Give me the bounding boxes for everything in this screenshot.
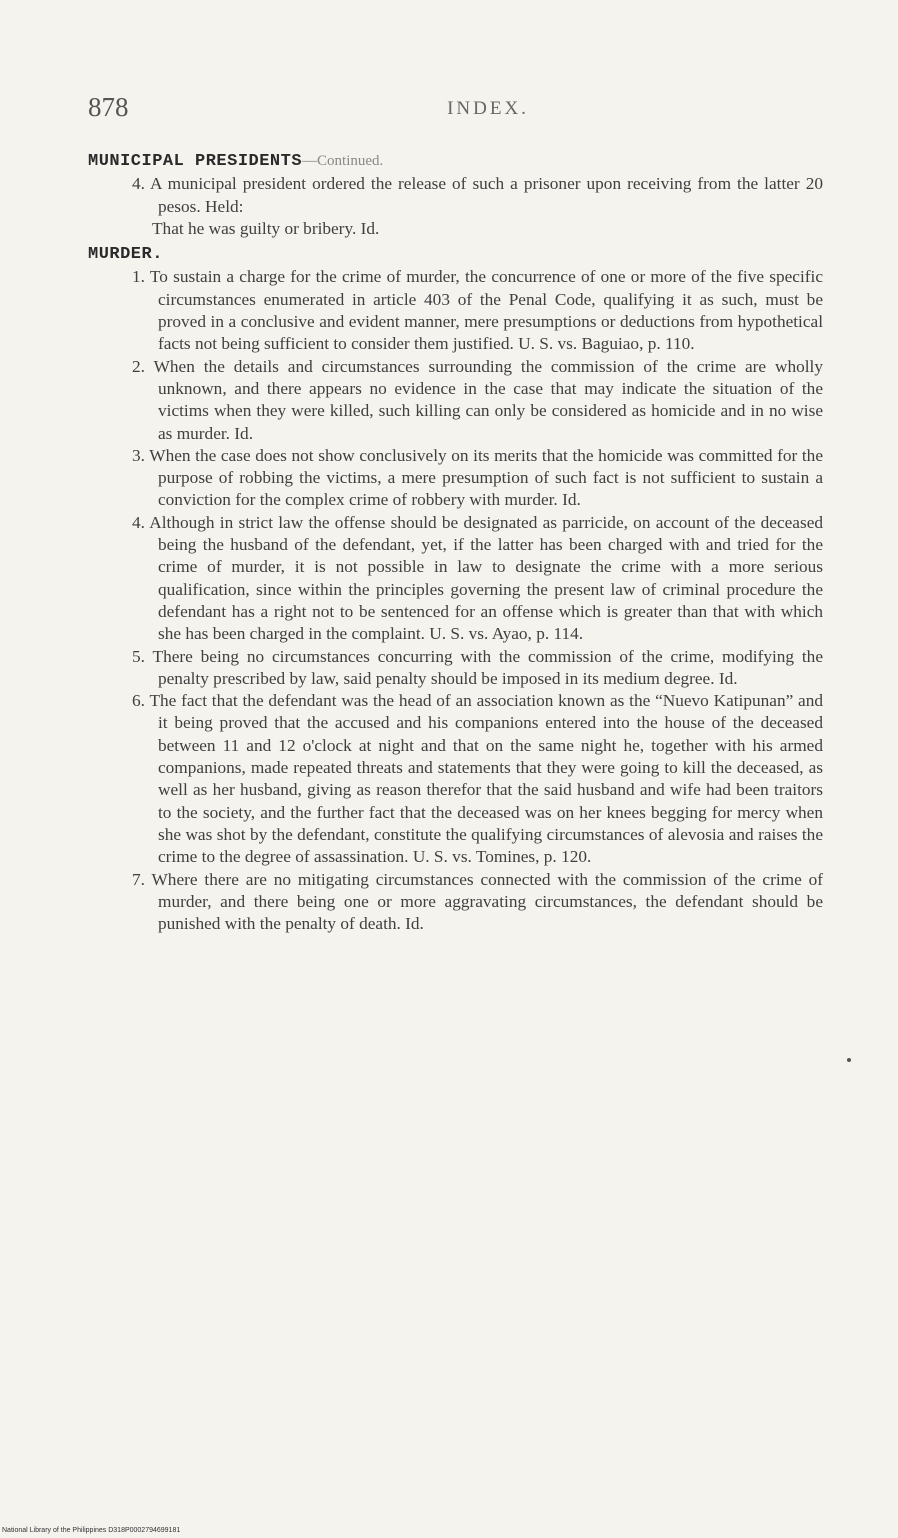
entry-text: A municipal president ordered the release of such a prisoner upon receiving from the latter 20 pesos. Held:	[150, 174, 823, 216]
entry-number: 5.	[132, 646, 145, 666]
entry-number: 7.	[132, 869, 145, 889]
entry-number: 3.	[132, 445, 145, 465]
entry-text: Although in strict law the offense should be designated as parricide, on account of the deceased being the husband of the defendant, yet, if the latter has been charged with and tried for the crime of murder, it is not possible in law to designate the crime with a more serious qualification, since within the principles governing the present law of criminal procedure the defendant has a right not to be sentenced for an offense which is greater than that with which she has been charged in the complaint. U. S. vs. Ayao, p. 114.	[149, 512, 824, 644]
entry-text: When the case does not show conclusively on its merits that the homicide was committed for the purpose of robbing the victims, a mere presumption of such fact is not sufficient to sustain a conviction for the complex crime of robbery with murder. Id.	[149, 445, 823, 510]
heading-text: MURDER.	[88, 245, 163, 265]
index-entry	[88, 646, 823, 691]
heading-text: MUNICIPAL PRESIDENTS	[88, 152, 303, 171]
entry-number: 2.	[132, 356, 145, 376]
index-entry	[88, 445, 823, 512]
page-number: 878	[88, 92, 129, 122]
index-entry	[88, 690, 823, 868]
index-content	[88, 150, 823, 935]
entry-number: 1.	[132, 267, 145, 287]
running-title: INDEX.	[447, 98, 529, 119]
page-header	[88, 92, 828, 126]
entry-text: There being no circumstances concurring with the commission of the crime, modifying the penalty prescribed by law, said penalty should be imposed in its medium degree. Id.	[152, 646, 823, 688]
entry-text: Where there are no mitigating circumstances connected with the commission of the crime of murder, and there being one or more aggravating circumstances, the defendant should be punished with the penalty of death. Id.	[151, 869, 823, 934]
scan-speck	[847, 1058, 851, 1062]
entry-text: When the details and circumstances surrounding the commission of the crime are wholly unknown, and there appears no evidence in the case that may indicate the situation of the victims when they were killed, such killing can only be considered as homicide and in no wise as murder. Id.	[153, 356, 823, 443]
index-entry	[88, 512, 823, 646]
entry-number: 6.	[132, 691, 145, 711]
entry-number: 4.	[132, 174, 145, 194]
index-entry	[88, 356, 823, 445]
scan-footer: National Library of the Philippines D318P0002794699181	[2, 1527, 181, 1534]
entry-text: To sustain a charge for the crime of murder, the concurrence of one or more of the five specific circumstances enumerated in article 403 of the Penal Code, qualifying it as such, must be proved in a conclusive and evident manner, mere presumptions or deductions from hypothetical facts not being sufficient to consider them justified. U. S. vs. Baguiao, p. 110.	[149, 267, 823, 354]
index-entry	[88, 869, 823, 936]
section-heading-murder	[88, 244, 823, 266]
entry-followup: That he was guilty or bribery. Id.	[152, 218, 380, 238]
entry-number: 4.	[132, 512, 145, 532]
entry-text: The fact that the defendant was the head of an association known as the “Nuevo Katipunan” and it being proved that the accused and his companions entered into the house of the deceased between 11 and 12 o'clock at night and that on the same night he, together with his armed companions, made repeated threats and statements that they were going to kill the deceased, as well as her husband, giving as reason therefor that the said husband and wife had been traitors to the society, and the further fact that the deceased was on her knees begging for mercy when she was shot by the defendant, constitute the qualifying circumstances of alevosia and raises the crime to the degree of assassination. U. S. vs. Tomines, p. 120.	[149, 691, 823, 867]
continued-label: —Continued.	[302, 153, 384, 169]
section-heading-municipal-presidents	[88, 150, 823, 173]
index-entry	[88, 266, 823, 355]
index-entry	[88, 173, 823, 218]
